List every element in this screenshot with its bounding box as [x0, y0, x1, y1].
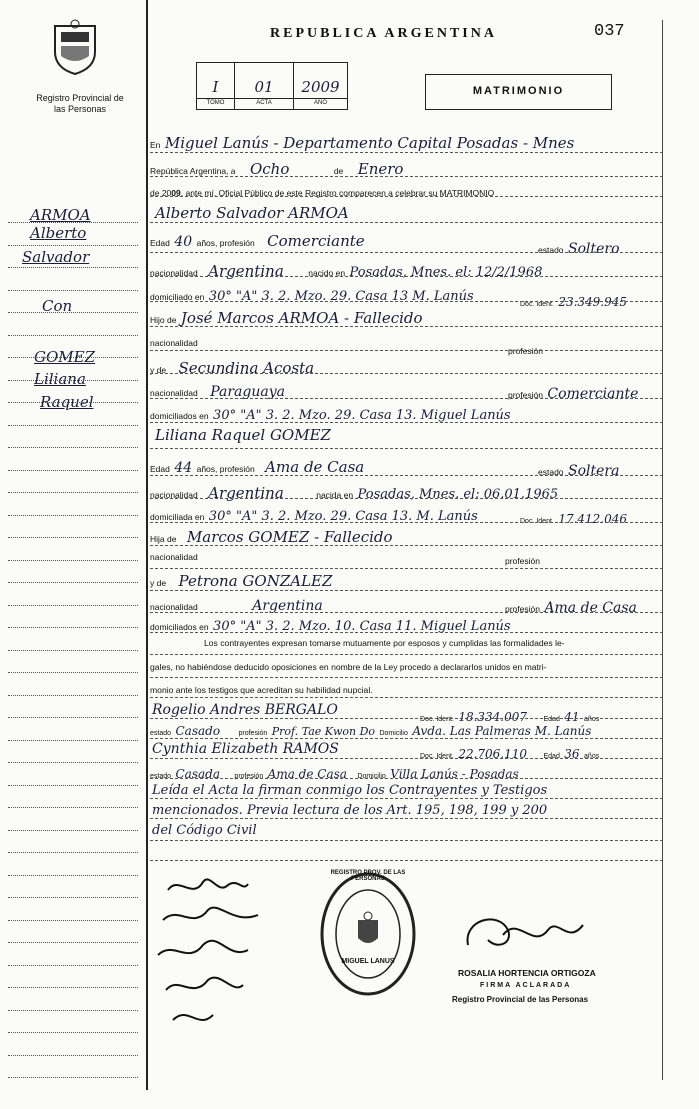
label-profesion-bride-mother: profesión [505, 604, 540, 614]
ruled-line [150, 252, 663, 253]
margin-bride-first: Liliana [34, 370, 86, 388]
ruled-line [150, 612, 663, 613]
margin-ruled-line [8, 335, 138, 336]
margin-ruled-line [8, 1032, 138, 1033]
margin-ruled-line [8, 740, 138, 741]
logo-label: Registro Provincial de las Personas [36, 93, 124, 114]
margin-ruled-line [8, 312, 138, 313]
year: 09 [171, 188, 181, 198]
groom-mother-prof: Comerciante [547, 386, 639, 402]
margin-ruled-line [8, 1010, 138, 1011]
ruled-line [150, 860, 663, 861]
label-estado-w1: estado [150, 730, 172, 737]
margin-ruled-line [8, 785, 138, 786]
intro-line-1 [150, 134, 574, 153]
label-nacionalidad-mother: nacionalidad [150, 388, 198, 398]
margin-ruled-line [8, 897, 138, 898]
label-nacido: nacido en [308, 268, 346, 278]
witness1-edad: 41 [564, 710, 580, 724]
label-year-prefix: de 20 [150, 188, 172, 198]
ruled-line [150, 677, 663, 678]
label-profesion-father: profesión [508, 346, 543, 356]
margin-ruled-line [8, 537, 138, 538]
bride-profesion: Ama de Casa [265, 458, 365, 476]
witness1-profesion: Prof. Tae Kwon Do [271, 725, 376, 738]
act-type: MATRIMONIO [472, 85, 565, 97]
margin-groom-second: Salvador [22, 248, 90, 266]
officer-org: Registro Provincial de las Personas [452, 995, 589, 1004]
ruled-line [150, 738, 663, 739]
margin-ruled-line [8, 267, 138, 268]
ruled-line [150, 522, 663, 523]
tomo-label: TOMO [206, 100, 225, 106]
groom-line-dom [150, 287, 474, 305]
witness2-name: Cynthia Elizabeth RAMOS [152, 741, 339, 757]
groom-father: José Marcos ARMOA - Fallecido [180, 309, 423, 327]
bride-name: Liliana Raquel GOMEZ [155, 426, 331, 444]
ruled-line [150, 840, 663, 841]
margin-ruled-line [8, 875, 138, 876]
ruled-line [150, 818, 663, 819]
ruled-line [150, 222, 663, 223]
label-domiciliados-bride: domiciliados en [150, 622, 209, 632]
label-anos-w2: años [584, 753, 600, 760]
ruled-line [150, 196, 663, 197]
witness2-edad: 36 [564, 747, 580, 761]
margin-ruled-line [8, 605, 138, 606]
label-y-de-bride: y de [150, 578, 167, 588]
closing-line-3: del Código Civil [152, 823, 257, 838]
margin-ruled-line [8, 920, 138, 921]
groom-profesion: Comerciante [267, 232, 365, 250]
ruled-line [150, 276, 663, 277]
label-y-de: y de [150, 365, 167, 375]
intro-line-3 [150, 183, 494, 201]
ruled-line [150, 498, 663, 499]
ruled-line [150, 697, 663, 698]
groom-mother-prof-line [508, 385, 638, 403]
groom-doc-value: 23.349.945 [558, 295, 628, 309]
groom-mother-nac: Paraguaya [210, 384, 285, 400]
official-seal [318, 870, 418, 998]
label-edad-w1: Edad [543, 716, 560, 723]
witness1-estado: Casado [175, 724, 221, 738]
margin-ruled-line [8, 380, 138, 381]
margin-ruled-line [8, 650, 138, 651]
label-doc-w2: Doc. Ident. [420, 753, 454, 760]
bride-mother-nac: Argentina [252, 598, 323, 614]
coat-of-arms-logo [45, 18, 105, 76]
label-anos-profesion: años, profesión [196, 238, 255, 248]
margin-ruled-line [8, 402, 138, 403]
label-estado: estado [538, 245, 564, 255]
label-hija: Hija de [150, 534, 177, 544]
body-line-1: Los contrayentes expresan tomarse mutuamente por esposos y cumplidas las formalidades le- [204, 638, 565, 648]
label-domiciliada: domiciliada en [150, 512, 205, 522]
witness2-estado: Casada [175, 767, 220, 781]
officer-title: FIRMA ACLARADA [480, 982, 572, 989]
ruled-line [150, 798, 663, 799]
day: Ocho [249, 160, 290, 178]
label-nacionalidad-bride-mother: nacionalidad [150, 602, 198, 612]
margin-groom-first: Alberto [30, 224, 87, 242]
groom-name: Alberto Salvador ARMOA [155, 204, 349, 222]
officer-signature [458, 905, 598, 967]
margin-ruled-line [8, 830, 138, 831]
contracting-party-signatures [148, 870, 268, 1040]
margin-ruled-line [8, 1077, 138, 1078]
margin-ruled-line [8, 357, 138, 358]
label-republica: República Argentina, a [150, 166, 236, 176]
label-profesion-w1: profesión [238, 730, 268, 737]
ruled-line [150, 398, 663, 399]
bride-nacida: Posadas, Mnes. el: 06.01.1965 [357, 487, 559, 502]
label-edad: Edad [150, 238, 170, 248]
ruled-line [150, 475, 663, 476]
bride-doc [520, 510, 627, 528]
ruled-line [150, 301, 663, 302]
margin-ruled-line [8, 560, 138, 561]
place: Miguel Lanús - Departamento Capital Posadas - Mnes [164, 134, 575, 152]
bride-mother-prof: Ama de Casa [544, 600, 637, 616]
bride-line-nac [150, 484, 558, 503]
margin-ruled-line [8, 717, 138, 718]
right-border [662, 20, 663, 1080]
act-type-box [425, 74, 612, 110]
margin-con: Con [42, 297, 73, 315]
ruled-line [150, 632, 663, 633]
ruled-line [150, 176, 663, 177]
ruled-line [150, 373, 663, 374]
label-nacionalidad-bride-father: nacionalidad [150, 552, 198, 562]
label-estado-w2: estado [150, 773, 172, 780]
tomo-value: I [212, 78, 219, 96]
seal-center-text: MIGUEL LANUS [341, 958, 395, 965]
groom-nacionalidad: Argentina [208, 262, 284, 280]
label-de: de [333, 166, 344, 176]
label-nacionalidad: nacionalidad [150, 268, 198, 278]
margin-ruled-line [8, 852, 138, 853]
closing-line-2: mencionados. Previa lectura de los Art. 195, 198, 199 y 200 [152, 803, 548, 818]
bride-father: Marcos GOMEZ - Fallecido [186, 528, 393, 546]
bride-estado-value: Soltera [567, 463, 620, 479]
volume-box [196, 62, 348, 110]
witness2-doc [420, 745, 599, 763]
groom-estado [538, 240, 620, 258]
month: Enero [357, 160, 404, 178]
label-profesion-bride-father: profesión [505, 556, 540, 566]
groom-mother: Secundina Acosta [178, 359, 315, 377]
label-nacida: nacida en [316, 490, 354, 500]
groom-estado-value: Soltero [567, 241, 620, 257]
margin-ruled-line [8, 582, 138, 583]
seal-ring-text: REGISTRO PROV. DE LAS PERSONAS [330, 870, 406, 882]
ruled-line [150, 326, 663, 327]
margin-ruled-line [8, 447, 138, 448]
label-domicilio-w1: Domicilio [379, 730, 408, 737]
label-domicilio-w2: Domicilio [357, 773, 386, 780]
label-en: En [150, 140, 161, 150]
margin-ruled-line [8, 807, 138, 808]
label-estado-bride: estado [538, 467, 564, 477]
margin-ruled-line [8, 987, 138, 988]
ruled-line [150, 422, 663, 423]
acta-value: 01 [254, 78, 274, 96]
label-doc-bride: Doc. Ident. [520, 518, 554, 525]
bride-estado [538, 462, 619, 480]
witness2-domicilio: Villa Lanús - Posadas [390, 767, 519, 781]
margin-ruled-line [8, 425, 138, 426]
label-edad-w2: Edad [543, 753, 560, 760]
label-nacionalidad-bride: nacionalidad [150, 490, 198, 500]
groom-line-mother [150, 359, 314, 378]
bride-edad: 44 [174, 460, 193, 476]
groom-edad: 40 [174, 234, 193, 250]
bride-nacionalidad: Argentina [208, 484, 284, 502]
label-intro-rest: , ante mí, Oficial Público de este Registro comparecen a celebrar su MATRIMONIO [180, 188, 495, 198]
ruled-line [150, 568, 663, 569]
margin-ruled-line [8, 492, 138, 493]
witness1-name: Rogelio Andres BERGALO [152, 702, 338, 718]
margin-ruled-line [8, 942, 138, 943]
margin-ruled-line [8, 627, 138, 628]
witness1-doc-value: 18.334.007 [458, 710, 528, 724]
groom-line-nac [150, 262, 542, 281]
witness2-profesion: Ama de Casa [267, 767, 347, 781]
bride-mother: Petrona GONZALEZ [178, 572, 333, 590]
ruled-line [150, 654, 663, 655]
margin-ruled-line [8, 965, 138, 966]
label-doc: Doc. Ident. [520, 301, 554, 308]
ruled-line [150, 152, 663, 153]
ruled-line [150, 590, 663, 591]
margin-ruled-line [8, 672, 138, 673]
label-nacionalidad-father: nacionalidad [150, 338, 198, 348]
margin-ruled-line [8, 695, 138, 696]
doc-number: 037 [594, 22, 625, 41]
acta-label: ACTA [256, 100, 272, 106]
ano-value: 2009 [301, 78, 340, 96]
label-profesion-mother: profesión [508, 390, 543, 400]
label-profesion-w2: profesión [234, 773, 264, 780]
body-line-3: monio ante los testigos que acreditan su habilidad nupcial. [150, 685, 373, 695]
groom-domicilio: 30° "A" 3. 2. Mzo. 29. Casa 13 M. Lanús [208, 289, 474, 304]
label-hijo: Hijo de [150, 315, 177, 325]
body-line-2: gales, no habiéndose deducido oposiciones en nombre de la Ley procedo a declararlos unidos en matri- [150, 662, 547, 672]
groom-doc [520, 293, 627, 311]
groom-line-edad [150, 232, 365, 251]
label-domiciliados: domiciliados en [150, 411, 209, 421]
bride-mother-prof-line [505, 599, 637, 617]
bride-domicilio: 30° "A" 3. 2. Mzo. 29. Casa 13. M. Lanús [208, 509, 478, 524]
witness2-line-2 [150, 765, 519, 783]
bride-doc-value: 17.412.046 [558, 512, 628, 526]
closing-line-1: Leída el Acta la firman conmigo los Contrayentes y Testigos [152, 783, 548, 798]
ruled-line [150, 778, 663, 779]
label-anos-profesion-bride: años, profesión [196, 464, 255, 474]
bride-line-mother [150, 572, 332, 591]
label-doc-w1: Doc. Ident. [420, 716, 454, 723]
margin-ruled-line [8, 470, 138, 471]
ruled-line [150, 350, 663, 351]
ruled-line [150, 718, 663, 719]
label-domiciliado: domiciliado en [150, 292, 205, 302]
margin-bride-surname: GOMEZ [34, 348, 96, 366]
bride-domicilio-parents: 30° "A" 3. 2. Mzo. 10. Casa 11. Miguel Lanús [213, 619, 511, 634]
margin-ruled-line [8, 245, 138, 246]
margin-ruled-line [8, 762, 138, 763]
country-title: REPUBLICA ARGENTINA [270, 26, 497, 41]
margin-ruled-line [8, 1055, 138, 1056]
margin-groom-surname: ARMOA [30, 206, 91, 224]
ruled-line [150, 758, 663, 759]
margin-ruled-line [8, 222, 138, 223]
margin-bride-second: Raquel [40, 393, 94, 411]
witness2-doc-value: 22.706.110 [458, 747, 528, 761]
ano-label: AÑO [313, 100, 327, 106]
margin-ruled-line [8, 515, 138, 516]
margin-ruled-line [8, 290, 138, 291]
groom-domicilio-parents: 30° "A" 3. 2. Mzo. 29. Casa 13. Miguel Lanús [213, 408, 511, 423]
witness1-domicilio: Avda. Las Palmeras M. Lanús [412, 724, 592, 738]
officer-name: ROSALIA HORTENCIA ORTIGOZA [458, 968, 596, 978]
groom-nacido: Posadas, Mnes. el: 12/2/1968 [349, 265, 543, 280]
label-edad-bride: Edad [150, 464, 170, 474]
label-anos-w1: años [584, 716, 600, 723]
ruled-line [150, 545, 663, 546]
ruled-line [150, 448, 663, 449]
